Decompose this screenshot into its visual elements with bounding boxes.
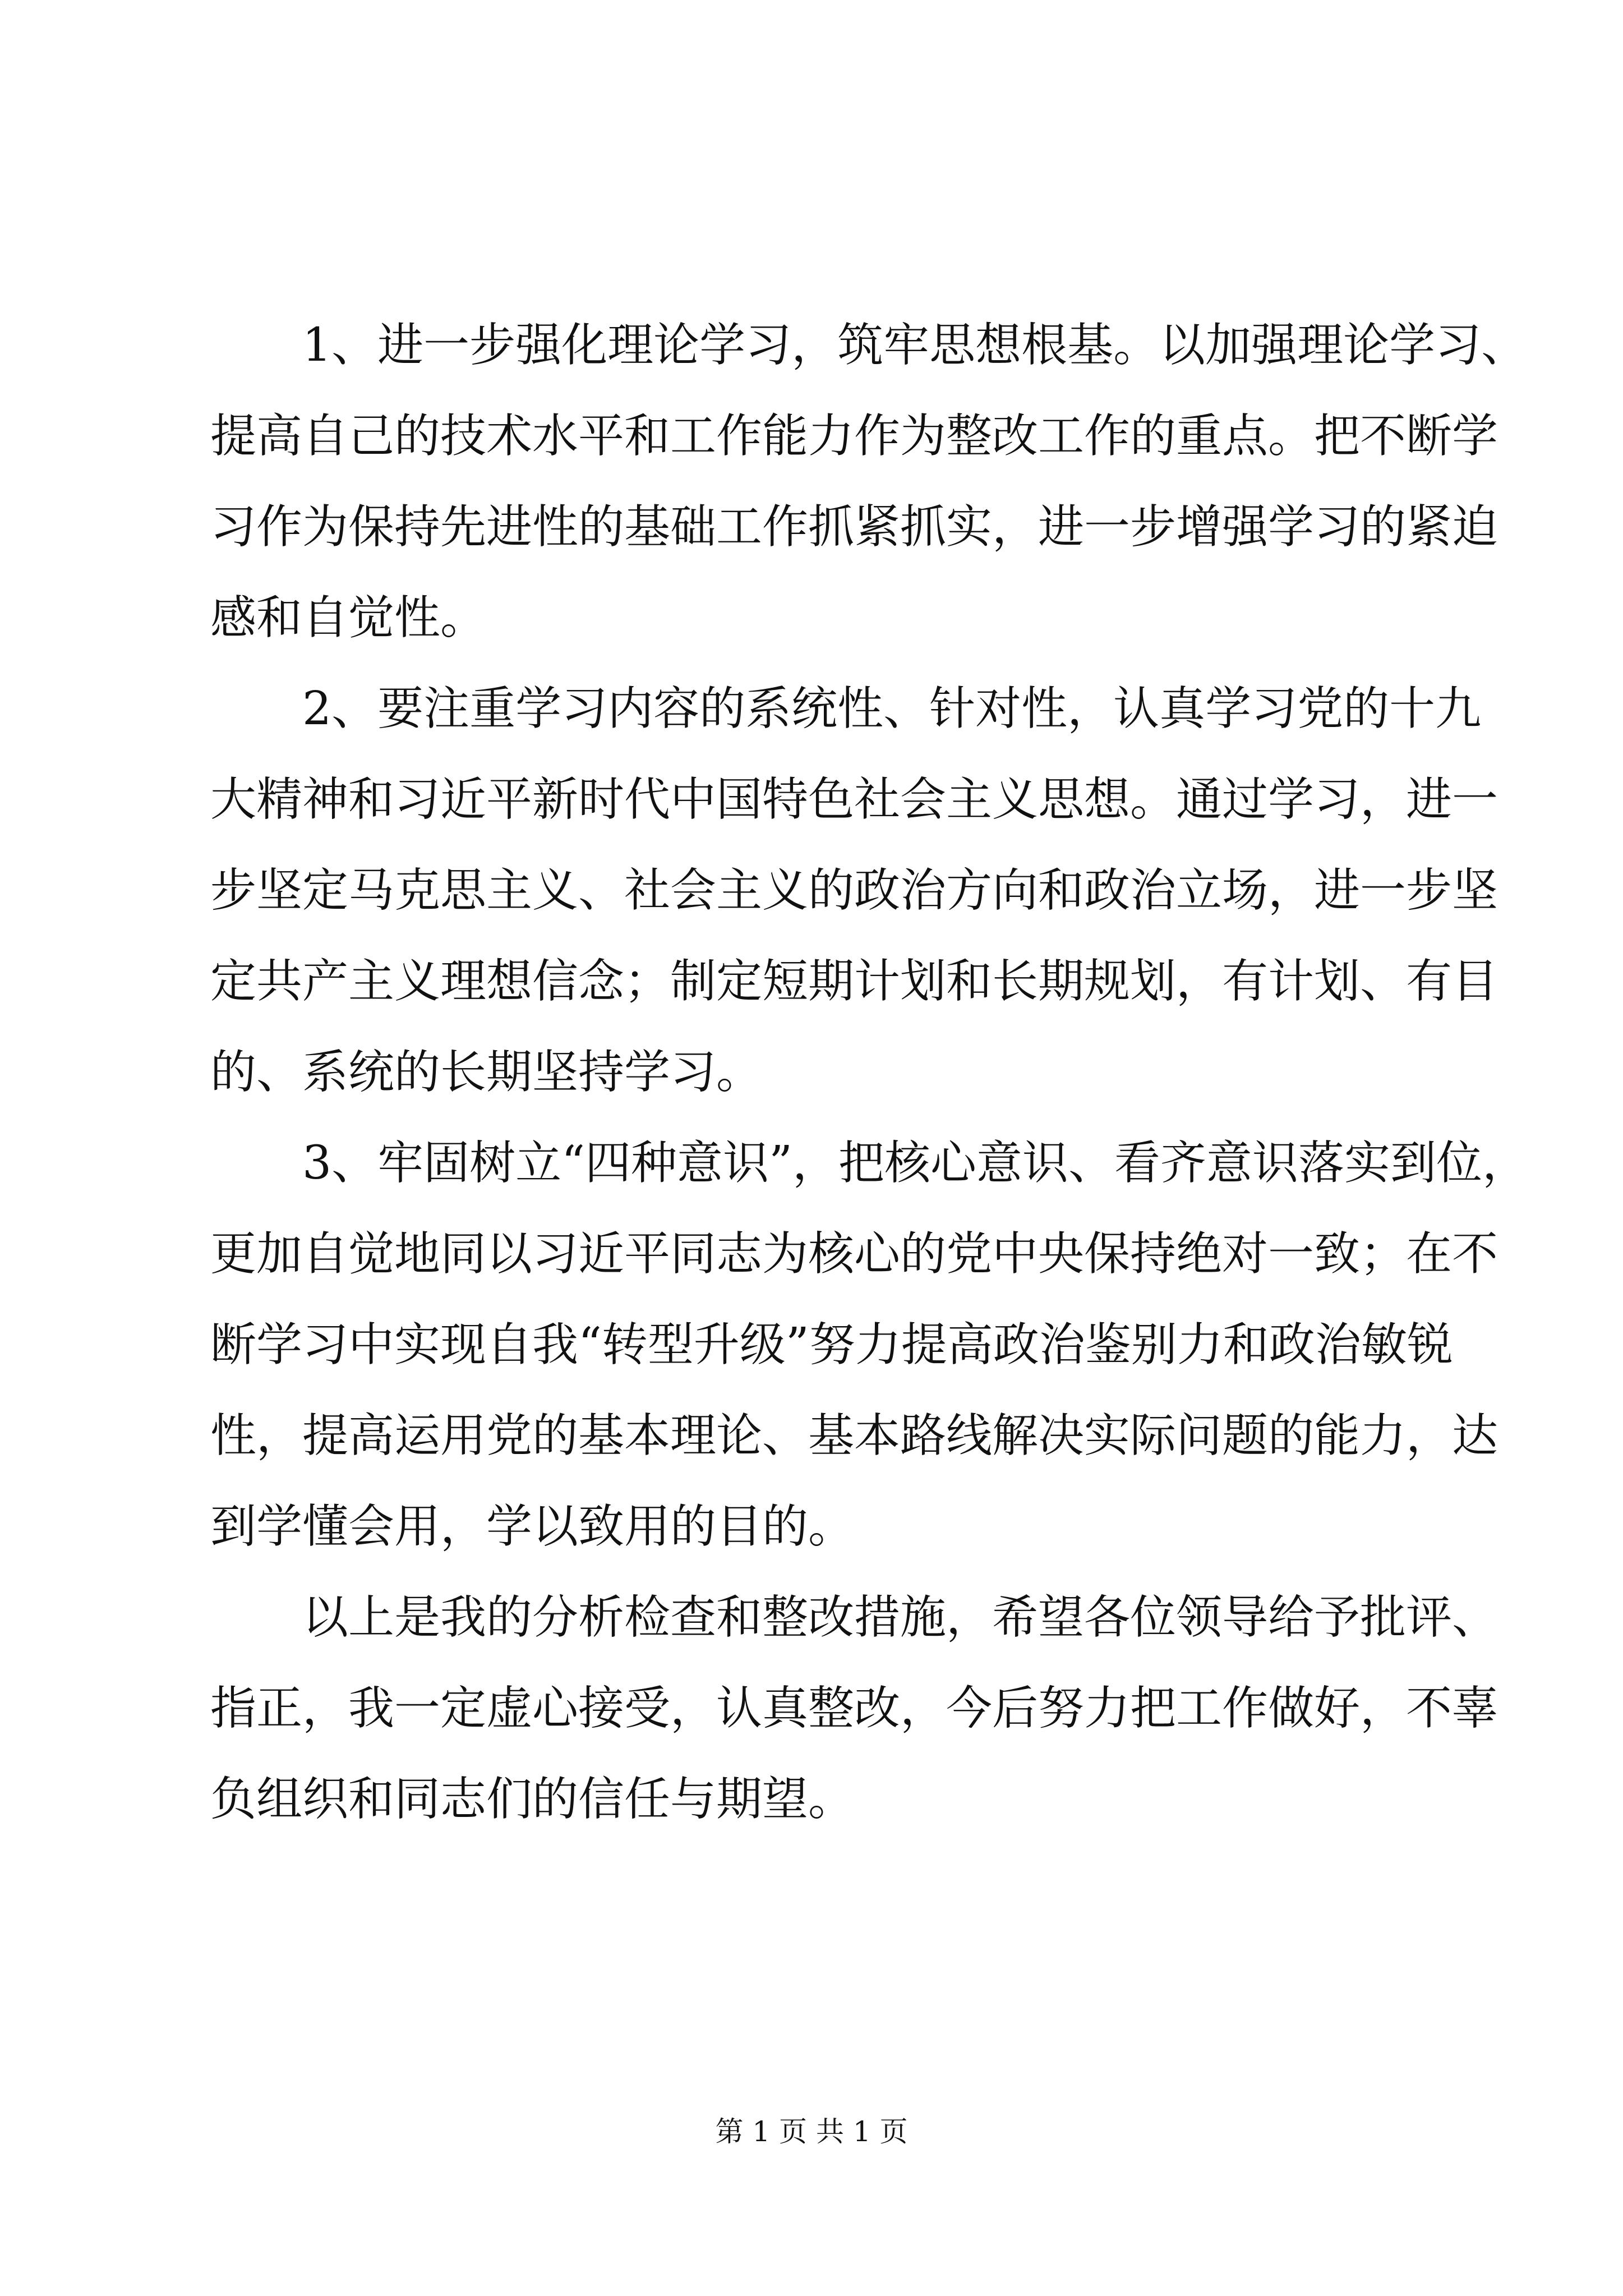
paragraph-3 [210, 1118, 1529, 1572]
text-line: 指正，我一定虚心接受，认真整改，今后努力把工作做好，不辜 [210, 1682, 1498, 1735]
page-footer: 第 1 页 共 1 页 [715, 2115, 908, 2148]
text-line: 大精神和习近平新时代中国特色社会主义思想。通过学习，进一 [210, 773, 1498, 826]
text-line: 3、牢固树立“四种意识”，把核心意识、看齐意识落实到位， [302, 1137, 1529, 1190]
paragraph-2 [210, 664, 1498, 1118]
paragraph-1 [210, 300, 1528, 664]
text-line: 性，提高运用党的基本理论、基本路线解决实际问题的能力，达 [210, 1409, 1498, 1462]
text-line: 习作为保持先进性的基础工作抓紧抓实，进一步增强学习的紧迫 [210, 500, 1498, 554]
text-line: 定共产主义理想信念；制定短期计划和长期规划，有计划、有目 [210, 955, 1498, 1008]
text-line: 负组织和同志们的信任与期望。 [210, 1773, 855, 1826]
text-line: 的、系统的长期坚持学习。 [210, 1046, 763, 1099]
text-line: 感和自觉性。 [210, 591, 487, 645]
paragraph-4 [210, 1572, 1498, 1845]
text-line: 步坚定马克思主义、社会主义的政治方向和政治立场，进一步坚 [210, 864, 1498, 917]
text-line: 2、要注重学习内容的系统性、针对性，认真学习党的十九 [302, 682, 1482, 735]
text-line: 提高自己的技术水平和工作能力作为整改工作的重点。把不断学 [210, 409, 1498, 463]
document-body [210, 300, 1529, 1845]
text-line: 更加自觉地同以习近平同志为核心的党中央保持绝对一致；在不 [210, 1227, 1498, 1281]
text-line: 断学习中实现自我“转型升级”努力提高政治鉴别力和政治敏锐 [210, 1318, 1453, 1372]
text-line: 1、进一步强化理论学习，筑牢思想根基。以加强理论学习、 [302, 319, 1528, 372]
text-line: 以上是我的分析检查和整改措施，希望各位领导给予批评、 [302, 1591, 1498, 1644]
text-line: 到学懂会用，学以致用的目的。 [210, 1500, 855, 1553]
